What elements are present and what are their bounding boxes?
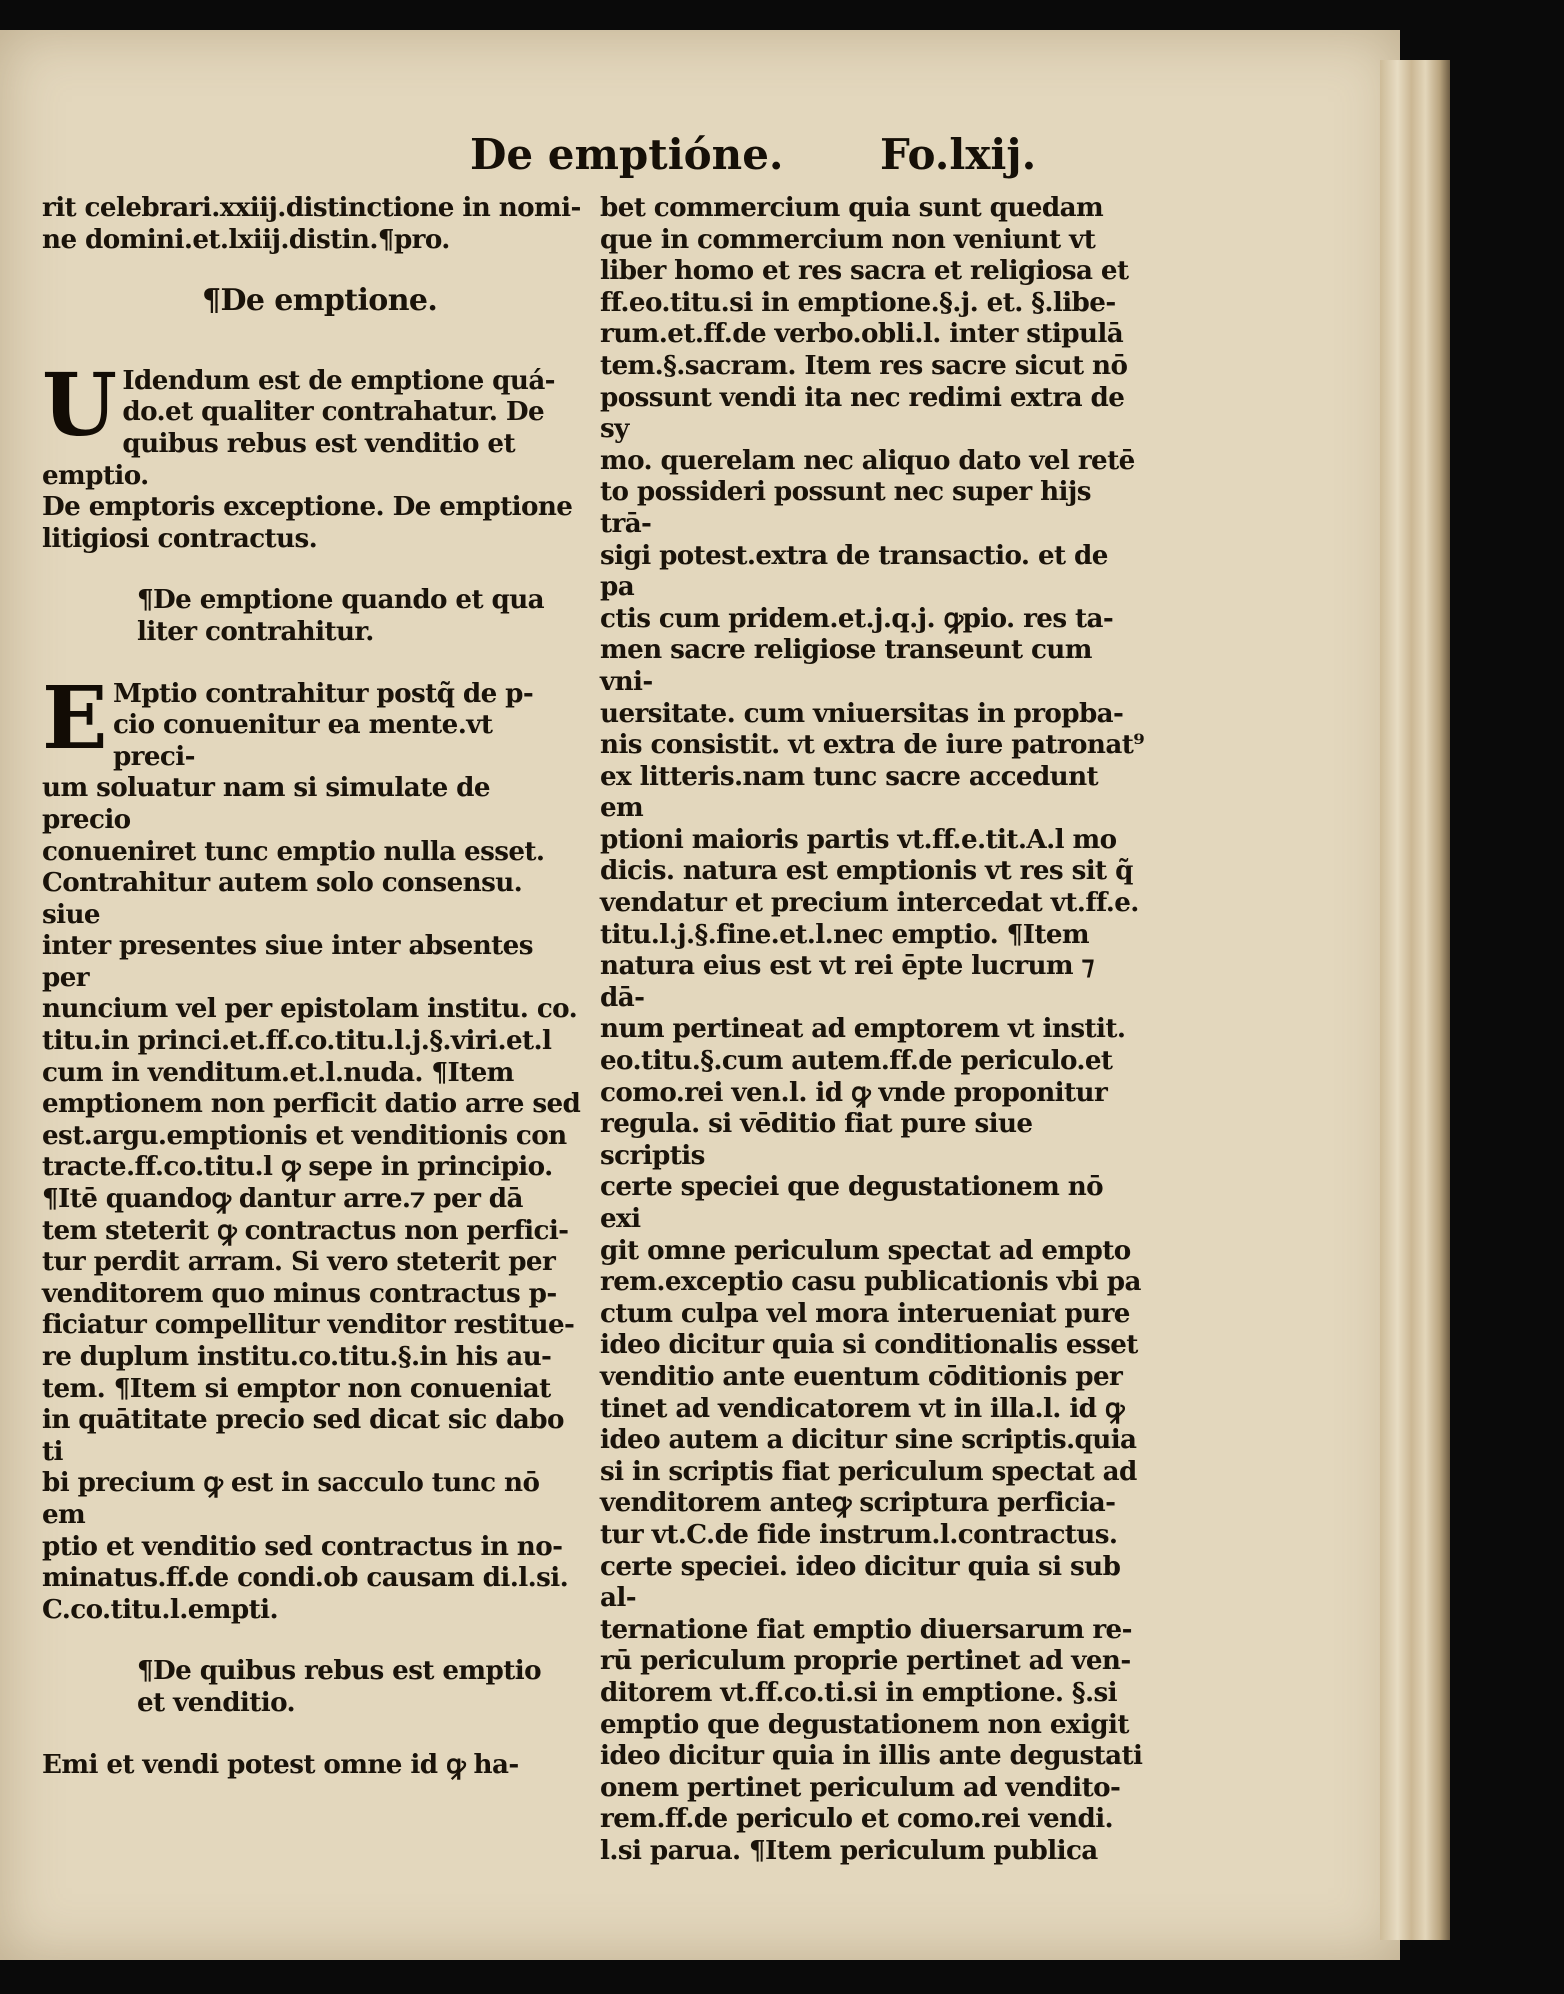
text-line: num pertineat ad emptorem vt instit. — [600, 1013, 1126, 1045]
text-line: bi precium ꝙ est in sacculo tunc nō em — [42, 1467, 540, 1530]
text-line: Idendum est de emptione quá- — [122, 364, 555, 396]
text-line: ideo autem a dicitur sine scriptis.quia — [600, 1424, 1137, 1456]
text-line: tem steterit ꝙ contractus non perfici- — [42, 1214, 569, 1246]
text-line: ideo dicitur quia in illis ante degustati — [600, 1740, 1143, 1772]
text-line: bet commercium quia sunt quedam — [600, 192, 1104, 223]
text-line: to possideri possunt nec super hijs trā- — [600, 476, 1091, 539]
text-line: rem.ff.de periculo et como.rei vendi. — [600, 1803, 1114, 1835]
text-line: emptionem non perficit datio arre sed — [42, 1088, 581, 1120]
text-line: nuncium vel per epistolam institu. co. — [42, 993, 578, 1025]
section-heading: et venditio. — [137, 1686, 296, 1718]
text-line: Mptio contrahitur postq̃ de p- — [112, 677, 534, 709]
text-line: emptio que degustationem non exigit — [600, 1708, 1129, 1740]
left-column — [42, 192, 582, 1780]
right-column — [600, 192, 1145, 1866]
text-line: ficiatur compellitur venditor restitue- — [42, 1309, 575, 1341]
text-line: sigi potest.extra de transactio. et de pa — [600, 539, 1108, 603]
text-line: possunt vendi ita nec redimi extra de sy — [600, 381, 1125, 445]
text-line: C.co.titu.l.empti. — [42, 1593, 278, 1625]
text-line: l.si parua. ¶Item periculum publica — [600, 1834, 1098, 1866]
text-line: vendatur et precium intercedat vt.ff.e. — [600, 887, 1139, 919]
section-heading: liter contrahitur. — [137, 615, 374, 647]
text-line: Emi et vendi potest omne id ꝙ ha- — [42, 1748, 519, 1780]
text-line: cum in venditum.et.l.nuda. ¶Item — [42, 1056, 514, 1088]
text-line: tur vt.C.de fide instrum.l.contractus. — [600, 1518, 1118, 1550]
text-line: uersitate. cum vniuersitas in propba- — [600, 697, 1124, 729]
text-line: natura eius est vt rei ēpte lucrum ⁊ dā- — [600, 950, 1094, 1013]
text-line: venditio ante euentum cōditionis per — [600, 1360, 1123, 1392]
text-line: tur perdit arram. Si vero steterit per — [42, 1246, 556, 1278]
text-line: inter presentes siue inter absentes per — [42, 930, 533, 993]
text-line: tinet ad vendicatorem vt in illa.l. id ꝙ — [600, 1392, 1124, 1424]
text-line: ¶Itē quandoꝙ dantur arre.⁊ per dā — [42, 1183, 523, 1215]
text-line: ptioni maioris partis vt.ff.e.tit.A.l mo — [600, 823, 1117, 855]
text-line: re duplum institu.co.titu.§.in his au- — [42, 1341, 552, 1372]
section-heading: ¶De emptione quando et qua — [137, 584, 545, 616]
text-line: como.rei ven.l. id ꝙ vnde proponitur — [600, 1076, 1108, 1108]
text-line: conueniret tunc emptio nulla esset. — [42, 835, 545, 867]
text-line: venditorem quo minus contractus p- — [42, 1277, 557, 1309]
text-line: rem.exceptio casu publicationis vbi pa — [600, 1266, 1141, 1298]
text-line: litigiosi contractus. — [42, 522, 318, 554]
text-line: onem pertinet periculum ad vendito- — [600, 1771, 1121, 1803]
text-line: ctis cum pridem.et.j.q.j. ꝙpio. res ta- — [600, 602, 1114, 634]
text-line: mo. querelam nec aliquo dato vel retē — [600, 444, 1135, 476]
text-line: titu.l.j.§.fine.et.l.nec emptio. ¶Item — [600, 918, 1090, 950]
text-line: De emptoris exceptione. De emptione — [42, 491, 573, 523]
page-fore-edge — [1380, 60, 1450, 1940]
text-line: certe speciei que degustationem nō exi — [600, 1171, 1104, 1234]
text-line: ctum culpa vel mora interueniat pure — [600, 1297, 1130, 1329]
running-header — [470, 130, 1037, 190]
section-heading: ¶De emptione. — [202, 283, 438, 319]
text-line: tracte.ff.co.titu.l ꝙ sepe in principio. — [42, 1151, 553, 1183]
paragraph — [42, 354, 582, 555]
text-line: tem.§.sacram. Item res sacre sicut nō — [600, 349, 1128, 381]
text-line: ff.eo.titu.si in emptione.§.j. et. §.libe- — [600, 286, 1116, 318]
initial-letter: E — [42, 667, 107, 769]
section-heading: ¶De quibus rebus est emptio — [137, 1655, 541, 1687]
text-line: ne domini.et.lxiij.distin.¶pro. — [42, 223, 450, 255]
text-line: in quātitate precio sed dicat sic dabo ti — [42, 1404, 564, 1467]
paragraph — [42, 667, 582, 1626]
text-line: minatus.ff.de condi.ob causam di.l.si. — [42, 1562, 569, 1594]
text-line: rū periculum proprie pertinet ad ven- — [600, 1645, 1131, 1677]
text-line: eo.titu.§.cum autem.ff.de periculo.et — [600, 1045, 1113, 1077]
text-line: titu.in princi.et.ff.co.titu.l.j.§.viri.et.l — [42, 1025, 552, 1057]
text-line: nis consistit. vt extra de iure patronat⁹ — [600, 729, 1145, 761]
text-line: Contrahitur autem solo consensu. siue — [42, 867, 523, 930]
text-line: men sacre religiose transeunt cum vni- — [600, 634, 1092, 697]
text-line: ideo dicitur quia si conditionalis esset — [600, 1329, 1138, 1361]
text-line: tem. ¶Item si emptor non conueniat — [42, 1372, 551, 1404]
text-line: git omne periculum spectat ad empto — [600, 1234, 1131, 1266]
text-line: rum.et.ff.de verbo.obli.l. inter stipulā — [600, 318, 1124, 350]
text-line: que in commercium non veniunt vt — [600, 223, 1096, 255]
text-line: ptio et venditio sed contractus in no- — [42, 1530, 563, 1562]
text-line: rit celebrari.xxiij.distinctione in nomi- — [42, 192, 581, 223]
text-line: regula. si vēditio fiat pure siue scriptis — [600, 1108, 1033, 1171]
text-line: cio conuenitur ea mente.vt preci- — [112, 709, 493, 772]
text-line: ex litteris.nam tunc sacre accedunt em — [600, 760, 1099, 824]
text-line: certe speciei. ideo dicitur quia si sub al- — [600, 1550, 1121, 1614]
text-line: ternatione fiat emptio diuersarum re- — [600, 1613, 1132, 1645]
text-line: venditorem anteꝙ scriptura perficia- — [600, 1487, 1116, 1519]
text-line: dicis. natura est emptionis vt res sit q̃ — [600, 855, 1133, 887]
text-line: ditorem vt.ff.co.ti.si in emptione. §.si — [600, 1676, 1118, 1708]
initial-letter: U — [42, 354, 117, 456]
folio-number: Fo.lxij. — [880, 130, 1037, 179]
text-line: si in scriptis fiat periculum spectat ad — [600, 1455, 1137, 1487]
running-title: De emptióne. — [470, 130, 784, 179]
text-line: quibus rebus est venditio et emptio. — [42, 427, 515, 491]
text-line: est.argu.emptionis et venditionis con — [42, 1119, 567, 1151]
text-line: liber homo et res sacra et religiosa et — [600, 255, 1129, 287]
text-line: um soluatur nam si simulate de precio — [42, 772, 490, 835]
text-line: do.et qualiter contrahatur. De — [122, 396, 545, 428]
